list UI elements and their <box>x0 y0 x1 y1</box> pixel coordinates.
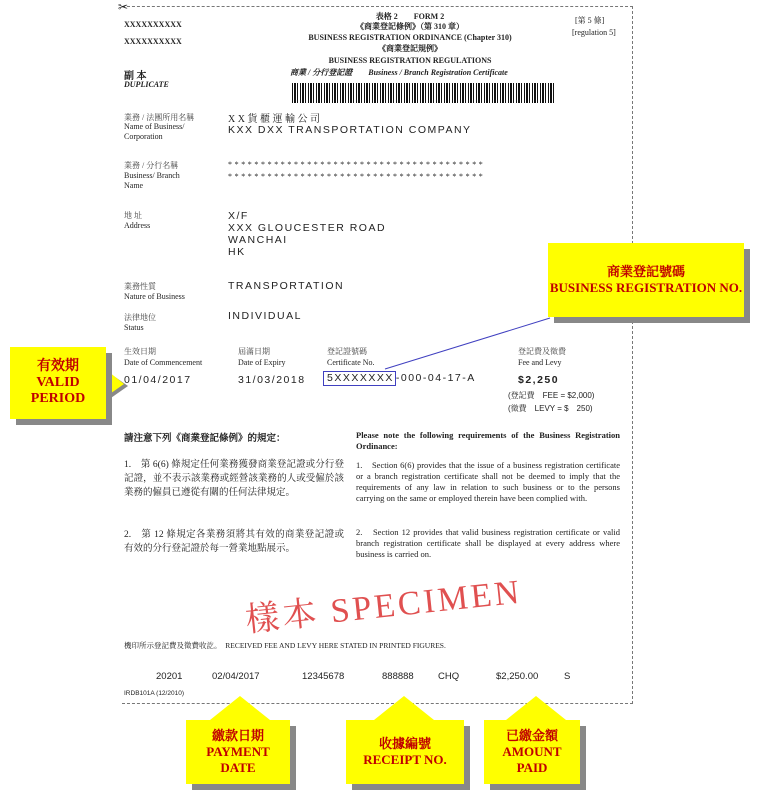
callout-text: 已繳金額 <box>505 728 558 743</box>
status-label-en: Status <box>124 323 144 332</box>
callout-text: 收據編號 <box>378 736 431 751</box>
fee-detail: (登記費 FEE = $2,000) <box>508 391 595 400</box>
duplicate-cn: 副 本 <box>124 71 147 82</box>
cert-title-en: Business / Branch Registration Certificate <box>368 68 508 77</box>
note-cn-1: 1. 第 6(6) 條規定任何業務獲發商業登記證或分行登記證，並不表示該業務或經營該業務的人或受僱於該業務的僱員已遵從有關的任何法律規定。 <box>124 460 344 498</box>
business-name-cn: X X 貨 櫃 運 輸 公 司 <box>228 114 320 125</box>
callout-payment-date <box>186 720 290 784</box>
name-label-en: Name of Business/ Corporation <box>124 122 185 141</box>
payment-date: 02/04/2017 <box>212 671 260 682</box>
expiry-label-cn: 屆滿日期 <box>238 347 270 356</box>
receipt-flag: S <box>564 671 571 682</box>
callout-text: 商業登記號碼 <box>606 264 685 279</box>
form-cn: 表格 2 <box>375 12 398 21</box>
duplicate-en: DUPLICATE <box>124 80 169 89</box>
levy-detail: (徵費 LEVY = $ 250) <box>508 404 593 413</box>
address-label-en: Address <box>124 221 151 230</box>
commence-label-en: Date of Commencement <box>124 358 203 367</box>
fee-and-levy: $2,250 <box>518 374 560 386</box>
cert-title-cn: 商業 / 分行登記證 <box>290 68 353 77</box>
note-en-1: 1. Section 6(6) provides that the issue of a business registration certificate or a branch registration certificate shall not be deemed to imply that the requirements of any law in relation to such business or to the persons carrying on the same or employed therein have been complied with. <box>356 460 620 503</box>
expiry-date: 31/03/2018 <box>238 374 306 386</box>
form-code: IRDB101A (12/2010) <box>124 690 184 697</box>
receipt-number: 888888 <box>382 671 414 682</box>
nature-label-cn: 業務性質 <box>124 282 156 291</box>
callout-text: BUSINESS REGISTRATION NO. <box>549 280 743 295</box>
address-label-cn: 地 址 <box>124 211 142 220</box>
address-line: XXX GLOUCESTER ROAD <box>228 222 387 234</box>
scissors-icon: ✂ <box>118 0 129 14</box>
fee-label-en: Fee and Levy <box>518 358 562 367</box>
notes-title-en: Please note the following requirements of the Business Registration Ordinance: <box>356 430 620 451</box>
arrow-up-icon <box>374 696 434 720</box>
regs-en: BUSINESS REGISTRATION REGULATIONS <box>328 56 492 65</box>
callout-receipt-no <box>346 720 464 784</box>
callout-text: VALID PERIOD <box>30 375 86 406</box>
callout-amount-paid <box>484 720 580 784</box>
code-2: XXXXXXXXXX <box>124 37 182 46</box>
receipt-label: 機印所示登記費及徵費收訖。 RECEIVED FEE AND LEVY HERE STATED IN PRINTED FIGURES. <box>124 641 446 650</box>
status-label-cn: 法律地位 <box>124 313 156 322</box>
address-line: WANCHAI <box>228 234 288 246</box>
regulation-en: [regulation 5] <box>572 28 616 37</box>
cert-suffix: -000-04-17-A <box>395 372 476 384</box>
address-line: HK <box>228 246 246 258</box>
form-en: FORM 2 <box>413 12 445 21</box>
receipt-ref: 12345678 <box>302 671 345 682</box>
payment-method: CHQ <box>438 671 460 682</box>
arrow-up-icon <box>506 696 566 720</box>
arrow-up-icon <box>210 696 270 720</box>
fee-label-cn: 登記費及徵費 <box>518 347 566 356</box>
regulation-cn: [第 5 條] <box>575 16 605 25</box>
expiry-label-en: Date of Expiry <box>238 358 286 367</box>
callout-business-registration-no <box>548 243 744 317</box>
code-1: XXXXXXXXXX <box>124 20 182 29</box>
business-name-en: KXX DXX TRANSPORTATION COMPANY <box>228 124 472 136</box>
branch-name-2: * * * * * * * * * * * * * * * * * * * * * * * * * * * * * * * * * * * * * * * <box>228 172 484 181</box>
amount-paid: $2,250.00 <box>496 671 539 682</box>
note-en-2: 2. Section 12 provides that valid business registration certificate or valid branch registration certificate shall be displayed at every address where business is carried on. <box>356 527 620 559</box>
callout-text: PAYMENT DATE <box>206 744 270 775</box>
receipt-code: 20201 <box>156 671 183 682</box>
notes-title-cn: 請注意下列《商業登記條例》的規定： <box>124 434 286 444</box>
address-line: X/F <box>228 210 249 222</box>
callout-text: AMOUNT PAID <box>502 744 562 775</box>
ordinance-en: BUSINESS REGISTRATION ORDINANCE (Chapter 310) <box>308 33 512 42</box>
nature-label-en: Nature of Business <box>124 292 185 301</box>
commencement-date: 01/04/2017 <box>124 374 192 386</box>
regs-cn: 《商業登記規例》 <box>378 44 442 53</box>
legal-status: INDIVIDUAL <box>228 310 302 322</box>
callout-text: 有效期 <box>37 359 79 374</box>
cert-label-cn: 登記證號碼 <box>327 347 367 356</box>
branch-label-en: Business/ Branch Name <box>124 171 180 190</box>
branch-name-1: * * * * * * * * * * * * * * * * * * * * * * * * * * * * * * * * * * * * * * * <box>228 160 484 169</box>
commence-label-cn: 生效日期 <box>124 347 156 356</box>
nature-of-business: TRANSPORTATION <box>228 280 345 292</box>
callout-text: 繳款日期 <box>211 728 264 743</box>
specimen-watermark: 樣本 SPECIMEN <box>243 573 524 640</box>
note-cn-2: 2. 第 12 條規定各業務須將其有效的商業登記證或有效的分行登記證於每一營業地點展示。 <box>124 530 344 554</box>
ordinance-cn: 《商業登記條例》（第 310 章） <box>356 22 464 31</box>
callout-text: RECEIPT NO. <box>363 752 447 767</box>
branch-label-cn: 業務 / 分行名稱 <box>124 161 179 170</box>
business-registration-number: 5XXXXXXX <box>323 371 396 386</box>
name-label-cn: 業務 / 法團所用名稱 <box>124 113 195 122</box>
callout-valid-period <box>10 347 106 419</box>
cert-label-en: Certificate No. <box>327 358 375 367</box>
